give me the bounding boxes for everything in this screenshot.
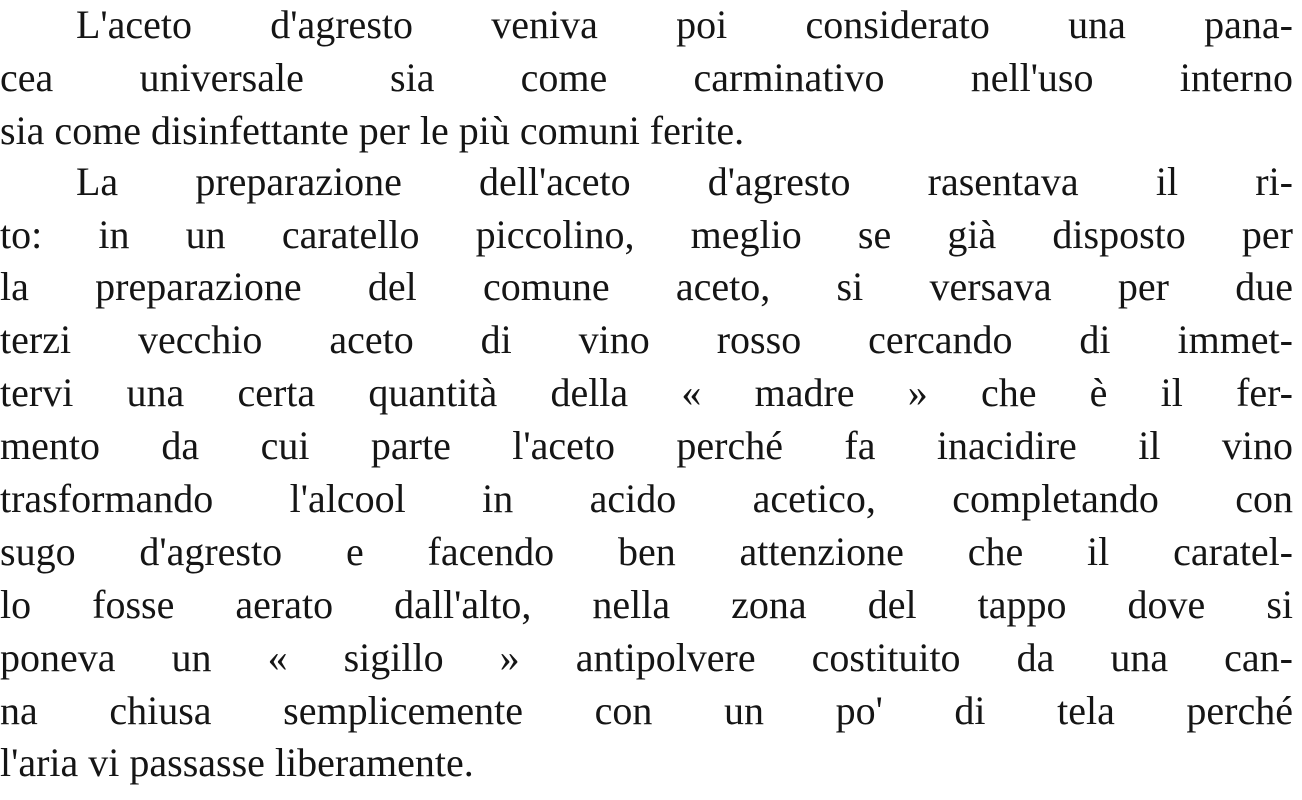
text-line: trasformando l'alcool in acido acetico, completando con [0, 476, 1293, 521]
cut-off-line [76, 776, 1176, 800]
text-line: L'aceto d'agresto veniva poi considerato una pana- [76, 2, 1293, 47]
text-line: tervi una certa quantità della « madre » che è il fer- [0, 370, 1293, 415]
text-line: l'aria vi passasse liberamente. [0, 740, 474, 785]
text-line: sia come disinfettante per le più comuni ferite. [0, 108, 745, 153]
cut-off-glyph-tops [76, 787, 1176, 800]
text-line: cea universale sia come carminativo nell'uso interno [0, 55, 1293, 100]
text-line: poneva un « sigillo » antipolvere costituito da una can- [0, 635, 1293, 680]
text-line: la preparazione del comune aceto, si versava per due [0, 264, 1293, 309]
text-line: lo fosse aerato dall'alto, nella zona del tappo dove si [0, 582, 1293, 627]
text-line: to: in un caratello piccolino, meglio se già disposto per [0, 212, 1293, 257]
text-line: terzi vecchio aceto di vino rosso cercando di immet- [0, 317, 1293, 362]
text-line: na chiusa semplicemente con un po' di tela perché [0, 688, 1293, 733]
text-line: sugo d'agresto e facendo ben attenzione che il caratel- [0, 529, 1293, 574]
text-line: La preparazione dell'aceto d'agresto rasentava il ri- [76, 159, 1293, 204]
text-line: mento da cui parte l'aceto perché fa inacidire il vino [0, 423, 1293, 468]
